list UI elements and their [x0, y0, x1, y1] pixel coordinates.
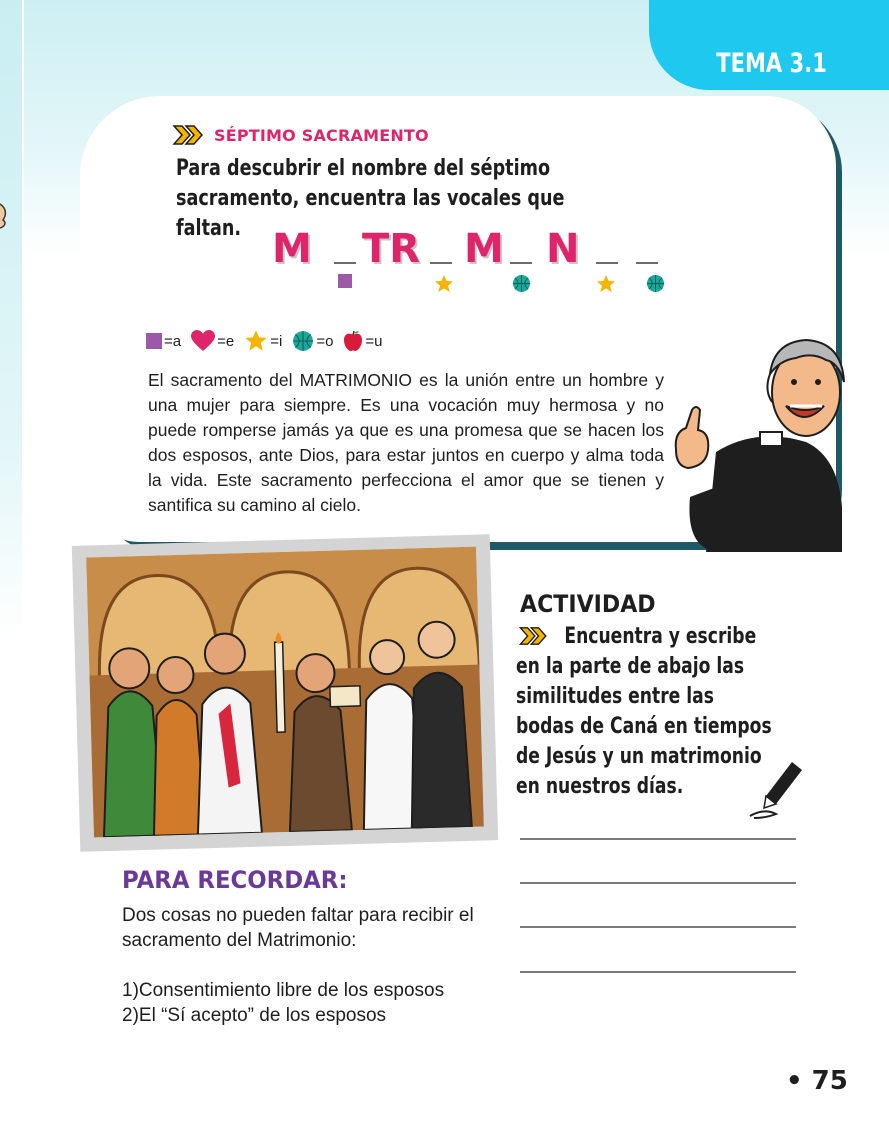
writing-line[interactable] [520, 838, 796, 840]
puzzle-letter: TR [362, 226, 421, 272]
puzzle-blank[interactable] [636, 262, 658, 264]
page-number: • 75 [786, 1066, 848, 1096]
sacrament-description: El sacramento del MATRIMONIO es la unión entre un hombre y una mujer para siempre. Es una vocación muy hermosa y no puede romperse jamás ya que es una promesa que se hacen los dos esposos, ante Dios, para estar juntos en cuerpo y alma toda la vida. Este sacramento perfecciona el amor que se tienen y santifica su camino al cielo. [148, 370, 664, 515]
puzzle-blank[interactable] [334, 262, 356, 264]
remember-item: 1)Consentimiento libre de los esposos [122, 980, 445, 1001]
puzzle-blank[interactable] [430, 262, 452, 264]
legend-label: =i [270, 332, 283, 350]
legend-label: =e [217, 332, 235, 350]
remember-title: PARA RECORDAR: [122, 866, 348, 894]
writing-line[interactable] [520, 926, 796, 928]
writing-line[interactable] [520, 882, 796, 884]
star-icon [244, 329, 268, 353]
remember-item: 2)El “Sí acepto” de los esposos [122, 1005, 387, 1026]
star-icon [434, 274, 454, 294]
pencil-icon [748, 756, 804, 820]
activity-title: ACTIVIDAD [520, 590, 656, 618]
apple-icon [343, 330, 363, 352]
double-chevron-icon [172, 124, 206, 146]
puzzle-blank[interactable] [510, 262, 532, 264]
star-icon [596, 274, 616, 294]
section-title: SÉPTIMO SACRAMENTO [214, 125, 429, 145]
word-puzzle [270, 226, 670, 296]
ball-icon [512, 274, 531, 293]
remember-text: Dos cosas no pueden faltar para recibir el sacramento del Matrimonio: [122, 905, 474, 951]
puzzle-letter: N [546, 226, 580, 272]
heart-icon [191, 330, 215, 352]
puzzle-prompt: Para descubrir el nombre del séptimo sacramento, encuentra las vocales que faltan. [176, 156, 565, 241]
priest-illustration [666, 332, 846, 552]
left-margin-strip [0, 0, 24, 640]
remember-list [122, 978, 522, 1028]
ball-icon [292, 330, 314, 352]
puzzle-letter: M [272, 226, 312, 272]
legend-item-e [191, 330, 234, 352]
puzzle-blank[interactable] [596, 262, 618, 264]
ball-icon [646, 274, 665, 293]
tema-tab [649, 0, 889, 90]
left-edge-figure [0, 200, 8, 230]
activity-text: Encuentra y escribe en la parte de abajo las similitudes entre las bodas de Caná en tiempos de Jesús y un matrimonio en nuestros días. [516, 624, 772, 799]
legend-item-o [292, 330, 333, 352]
activity-instructions [516, 622, 773, 802]
square-icon [146, 333, 162, 349]
legend-item-a [146, 333, 181, 350]
legend-label: =o [316, 332, 334, 350]
tema-label: TEMA 3.1 [716, 48, 827, 79]
section-header [172, 124, 429, 146]
legend-label: =a [164, 332, 182, 350]
legend-label: =u [365, 332, 383, 350]
legend-item-i [244, 329, 282, 353]
vowel-legend [146, 329, 393, 353]
puzzle-letter: M [464, 226, 504, 272]
wedding-at-cana-illustration [86, 547, 484, 838]
square-icon [338, 274, 352, 288]
writing-line[interactable] [520, 971, 796, 973]
legend-item-u [343, 330, 382, 352]
